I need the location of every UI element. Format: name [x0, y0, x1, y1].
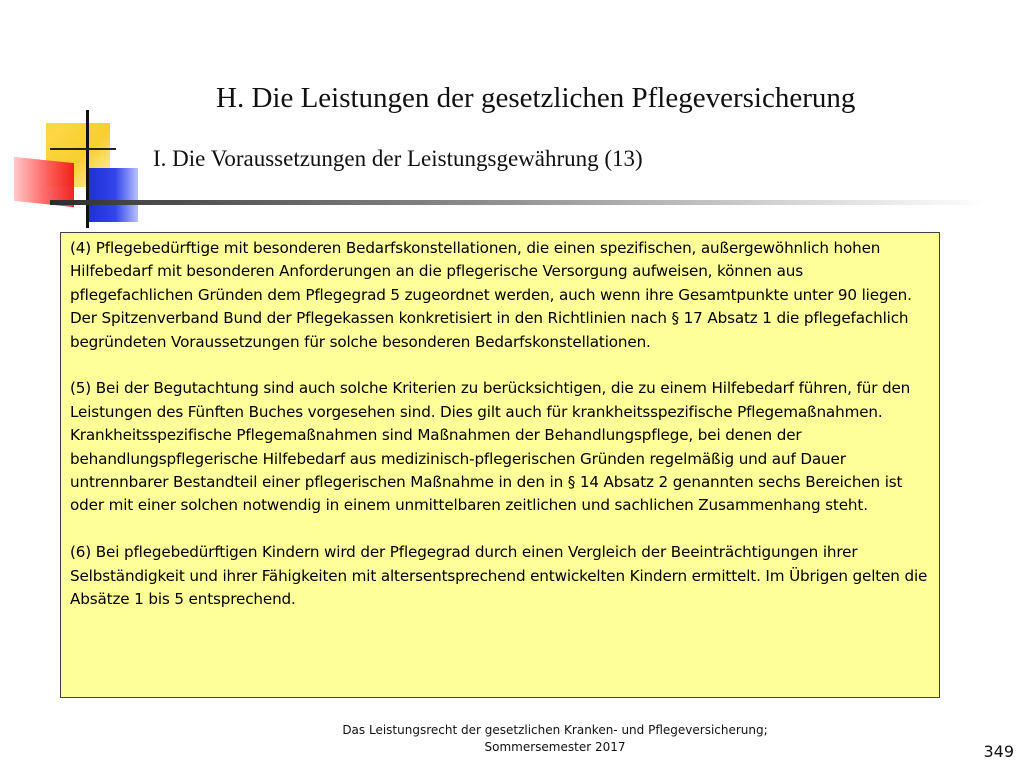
footer-course-title: Das Leistungsrecht der gesetzlichen Kranken- und Pflegeversicherung;	[342, 723, 768, 737]
logo-blue-square	[88, 168, 138, 222]
paragraph-6: (6) Bei pflegebedürftigen Kindern wird der Pflegegrad durch einen Vergleich der Beeinträchtigungen ihrer Selbständigkeit und ihrer Fähigkeiten mit altersentsprechend entwickelten Kindern ermittelt. Im Übrigen gelten die Absätze 1 bis 5 entsprechend.	[70, 543, 928, 609]
slide-title: H. Die Leistungen der gesetzlichen Pflegeversicherung	[216, 82, 856, 114]
slide-footer	[270, 722, 840, 756]
logo-horizontal-line	[50, 148, 116, 150]
footer-semester: Sommersemester 2017	[484, 740, 626, 754]
logo-vertical-line	[86, 110, 89, 228]
paragraph-4: (4) Pflegebedürftige mit besonderen Bedarfskonstellationen, die einen spezifischen, außergewöhnlich hohen Hilfebedarf mit besonderen Anforderungen an die pflegerische Versorgung aufweisen, können aus pflegefachlichen Gründen dem Pflegegrad 5 zugeordnet werden, auch wenn ihre Gesamtpunkte unter 90 liegen. Der Spitzenverband Bund der Pflegekassen konkretisiert in den Richtlinien nach § 17 Absatz 1 die pflegefachlich begründeten Voraussetzungen für solche besonderen Bedarfskonstellationen.	[70, 239, 912, 351]
slide-subtitle: I. Die Voraussetzungen der Leistungsgewährung (13)	[153, 146, 643, 171]
paragraph-5: (5) Bei der Begutachtung sind auch solche Kriterien zu berücksichtigen, die zu einem Hilfebedarf führen, für den Leistungen des Fünften Buches vorgesehen sind. Dies gilt auch für krankheitsspezifische Pflegemaßnahmen. Krankheitsspezifische Pflegemaßnahmen sind Maßnahmen der Behandlungspflege, bei denen der behandlungspflegerische Hilfebedarf aus medizinisch-pflegerischen Gründen regelmäßig und auf Dauer untrennbarer Bestandteil einer pflegerischen Maßnahme in den in § 14 Absatz 2 genannten sechs Bereichen ist oder mit einer solchen notwendig in einem unmittelbaren zeitlichen und sachlichen Zusammenhang steht.	[70, 379, 911, 515]
page-number: 349	[983, 742, 1014, 761]
title-underline-divider	[50, 200, 990, 205]
content-text-box	[60, 232, 940, 698]
